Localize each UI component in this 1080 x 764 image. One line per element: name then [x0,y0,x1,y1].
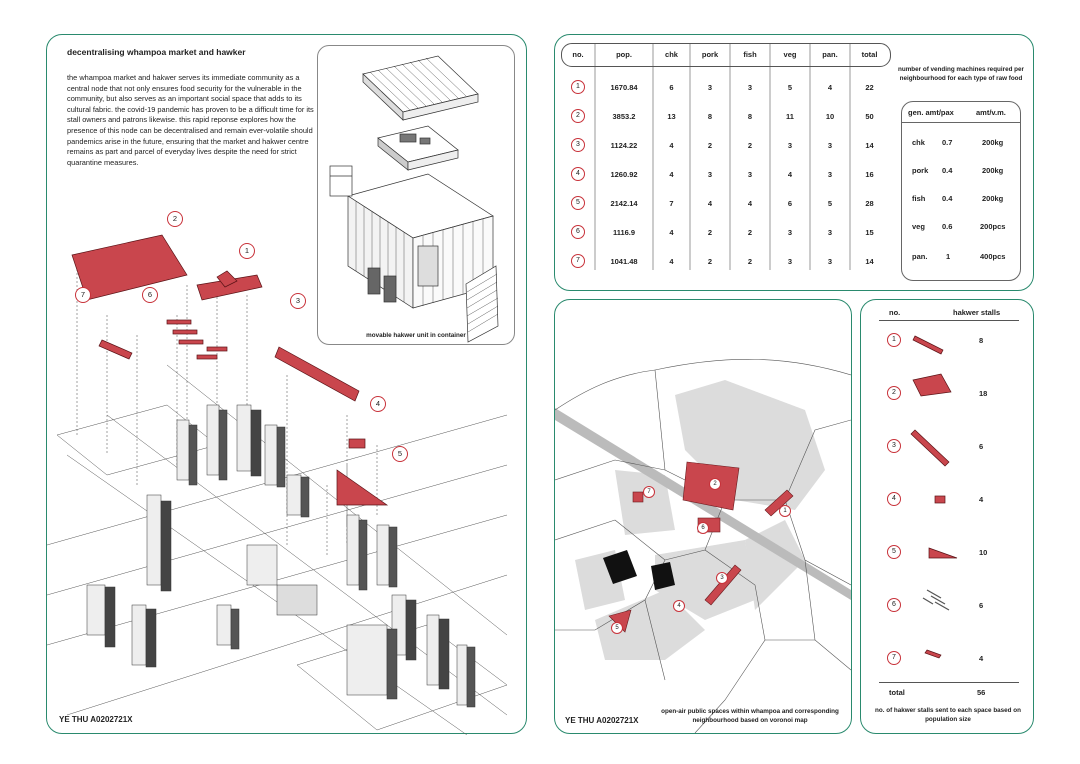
cell-total: 14 [865,257,874,266]
label-circle-1: 1 [239,243,255,259]
vending-type: pan. [912,252,928,261]
col-header: pop. [616,49,632,59]
vending-vm: 200pcs [980,222,1006,231]
cell-pop: 1041.48 [610,257,638,266]
row-number: 1 [571,80,585,94]
stall-count: 18 [979,389,988,398]
cell-pop: 1670.84 [610,83,638,92]
cell-total: 50 [865,112,874,121]
cell-pork: 2 [707,257,713,266]
voronoi-map [555,300,851,733]
row-number: 7 [571,254,585,268]
map-marker-2: 2 [709,478,721,490]
cell-pork: 4 [707,199,713,208]
cell-chk: 13 [667,112,676,121]
label-circle-5: 5 [392,446,408,462]
container-caption: movable hakwer unit in container [366,332,466,339]
cell-veg: 4 [787,170,793,179]
col-header: pan. [822,49,838,59]
stall-number: 1 [887,333,901,347]
label-circle-7: 7 [75,287,91,303]
total-value: 56 [977,688,986,697]
cell-fish: 8 [747,112,753,121]
col-header: no. [572,49,584,59]
map-caption: open-air public spaces within whampoa and corresponding neighbourhood based on voronoi map [661,708,839,724]
cell-fish: 2 [747,228,753,237]
vending-type: chk [912,138,925,147]
cell-pop: 1260.92 [610,170,638,179]
row-number: 4 [571,167,585,181]
cell-chk: 4 [669,170,674,179]
cell-fish: 2 [747,141,753,150]
cell-fish: 4 [747,199,753,208]
voronoi-map-panel [554,299,852,734]
stall-number: 2 [887,386,901,400]
cell-total: 14 [865,141,874,150]
vending-divider [902,122,1020,123]
table-row [561,160,889,189]
stall-number: 7 [887,651,901,665]
cell-veg: 6 [787,199,793,208]
stall-count: 4 [979,495,984,504]
vending-vm: 400pcs [980,252,1006,261]
map-marker-4: 4 [673,600,685,612]
cell-pork: 3 [707,83,713,92]
cell-pop: 2142.14 [610,199,638,208]
stall-number: 6 [887,598,901,612]
axonometric-city-drawing [47,215,527,735]
label-circle-3: 3 [290,293,306,309]
table-row [561,131,889,160]
cell-total: 16 [865,170,874,179]
cell-veg: 5 [787,83,793,92]
cell-pan: 3 [827,257,833,266]
axonometric-panel [46,34,527,734]
table-body [561,73,889,276]
map-author-label: YE THU A0202721X [565,716,639,725]
row-number: 5 [571,196,585,210]
stall-number: 3 [887,439,901,453]
cell-fish: 2 [747,257,753,266]
map-marker-6: 6 [697,522,709,534]
stalls-caption: no. of hakwer stalls sent to each space based on population size [875,707,1021,723]
cell-veg: 3 [787,141,793,150]
cell-pork: 2 [707,141,713,150]
stalls-header-no: no. [889,308,901,317]
vending-amt: 0.4 [942,166,953,175]
cell-pan: 4 [827,83,833,92]
stall-count: 8 [979,336,984,345]
cell-pop: 1124.22 [610,141,638,150]
table-row [561,102,889,131]
cell-fish: 3 [747,170,753,179]
vending-box [901,101,1021,281]
stall-count: 10 [979,548,988,557]
cell-veg: 3 [787,257,793,266]
table-row [561,73,889,102]
cell-pop: 1116.9 [612,228,636,237]
total-divider [879,682,1019,683]
vending-vm: 200kg [982,194,1004,203]
cell-pan: 3 [827,141,833,150]
cell-total: 22 [865,83,874,92]
stall-count: 6 [979,442,984,451]
cell-total: 15 [865,228,874,237]
cell-pan: 10 [825,112,835,121]
cell-chk: 4 [669,257,674,266]
map-marker-7: 7 [643,486,655,498]
cell-veg: 3 [787,228,793,237]
map-marker-1: 1 [779,505,791,517]
vending-title: number of vending machines required per neighbourhood for each type of raw food [898,66,1024,82]
cell-veg: 11 [786,112,794,121]
col-header: total [861,49,878,59]
stall-number: 4 [887,492,901,506]
label-circle-6: 6 [142,287,158,303]
vending-amt: 0.7 [942,138,953,147]
cell-fish: 3 [747,83,753,92]
cell-pan: 5 [827,199,833,208]
cell-chk: 4 [669,141,674,150]
vending-amt: 1 [946,252,951,261]
stall-count: 6 [979,601,984,610]
table-header-row [561,43,889,65]
map-marker-5: 5 [611,622,623,634]
row-number: 6 [571,225,585,239]
vending-type: pork [912,166,929,175]
table-row [561,247,889,276]
col-header: veg [783,49,797,59]
table-row [561,218,889,247]
vending-amt: 0.6 [942,222,953,231]
population-table-panel [554,34,1034,291]
label-circle-4: 4 [370,396,386,412]
total-label: total [889,688,905,697]
vending-header-amt: gen. amt/pax [908,108,954,117]
col-header: chk [665,49,678,59]
stalls-header-count: hakwer stalls [953,308,1001,317]
cell-pork: 2 [707,228,713,237]
cell-pork: 3 [707,170,713,179]
col-header: pork [701,49,719,59]
vending-vm: 200kg [982,138,1004,147]
table-row [561,189,889,218]
vending-header-vm: amt/v.m. [976,108,1006,117]
author-label: YE THU A0202721X [59,715,133,724]
panel-title: decentralising whampoa market and hawker [67,47,246,57]
cell-pork: 8 [707,112,713,121]
row-number: 3 [571,138,585,152]
vending-type: veg [912,222,925,231]
cell-total: 28 [865,199,874,208]
col-header: fish [743,49,757,59]
row-number: 2 [571,109,585,123]
cell-chk: 4 [669,228,674,237]
cell-chk: 7 [669,199,674,208]
stall-count: 4 [979,654,984,663]
cell-pop: 3853.2 [612,112,636,121]
stall-number: 5 [887,545,901,559]
vending-amt: 0.4 [942,194,953,203]
panel-description: the whampoa market and hakwer serves its immediate community as a central node that not only ensures food security for the vulnerable in the community, but also serves as an important social space that adds to its cultural fabric. the covid-19 pandemic has proven to be a difficult time for its stall owners and patrons likewise. this rapid reponse explores how the presence of this node can be decentralised and remain ever-volatile should pandemics arise in the future, ensuring that the market and hakwer centre remains as part and parcel of everyday lives despite the need for strict quarantine measures. [67,73,314,167]
cell-pan: 3 [827,170,833,179]
label-circle-2: 2 [167,211,183,227]
hawker-stalls-panel [860,299,1034,734]
vending-vm: 200kg [982,166,1004,175]
map-marker-3: 3 [716,572,728,584]
cell-pan: 3 [827,228,833,237]
vending-type: fish [912,194,926,203]
cell-chk: 6 [669,83,674,92]
